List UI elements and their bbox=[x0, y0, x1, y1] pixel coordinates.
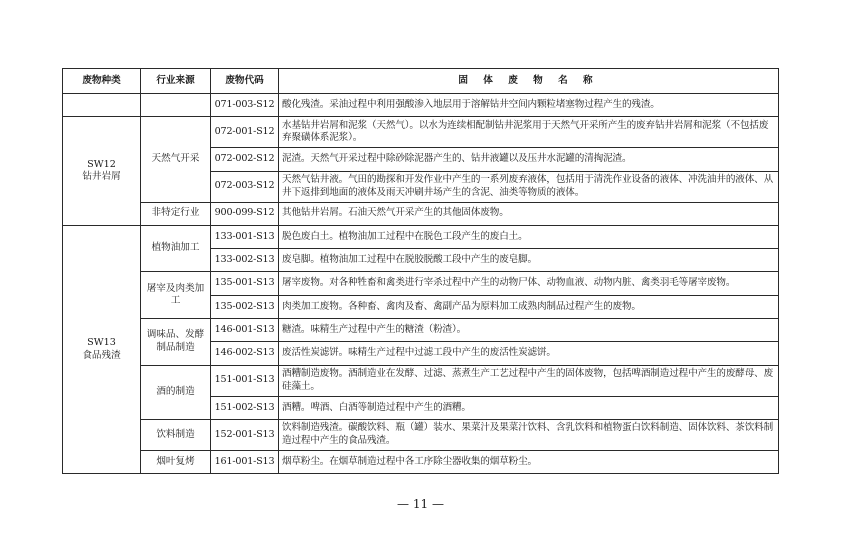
desc-cell: 废皂脚。植物油加工过程中在脱胶脱酸工段中产生的废皂脚。 bbox=[279, 249, 779, 272]
source-cell: 酒的制造 bbox=[141, 365, 211, 419]
code-cell: 133-002-S13 bbox=[211, 249, 279, 272]
code-cell: 146-001-S13 bbox=[211, 319, 279, 342]
code-cell: 072-003-S12 bbox=[211, 171, 279, 202]
table-row bbox=[63, 272, 779, 295]
desc-cell: 酸化残渣。采油过程中利用强酸渗入地层用于溶解钻井空间内颗粒堵塞物过程产生的残渣。 bbox=[279, 94, 779, 117]
code-cell: 151-002-S13 bbox=[211, 396, 279, 419]
table-row bbox=[63, 365, 779, 396]
source-cell: 烟叶复烤 bbox=[141, 450, 211, 473]
code-cell: 135-001-S13 bbox=[211, 272, 279, 295]
desc-cell: 酒糟。啤酒、白酒等制造过程中产生的酒糟。 bbox=[279, 396, 779, 419]
waste-table bbox=[62, 68, 779, 474]
desc-cell: 泥渣。天然气开采过程中除砂除泥器产生的、钻井液罐以及压井水泥罐的清掏泥渣。 bbox=[279, 148, 779, 171]
code-cell: 900-099-S12 bbox=[211, 202, 279, 225]
source-cell: 调味品、发酵制品制造 bbox=[141, 319, 211, 366]
code-cell: 072-001-S12 bbox=[211, 117, 279, 148]
table-row bbox=[63, 419, 779, 450]
source-cell: 屠宰及肉类加工 bbox=[141, 272, 211, 319]
code-cell: 152-001-S13 bbox=[211, 419, 279, 450]
code-cell: 071-003-S12 bbox=[211, 94, 279, 117]
code-cell: 161-001-S13 bbox=[211, 450, 279, 473]
desc-cell: 肉类加工废物。各种畜、禽肉及畜、禽副产品为原料加工成熟肉制品过程产生的废物。 bbox=[279, 295, 779, 318]
code-cell: 146-002-S13 bbox=[211, 342, 279, 365]
kind-name: 食品残渣 bbox=[82, 349, 121, 361]
source-cell-empty bbox=[141, 94, 211, 117]
kind-cell-sw13 bbox=[63, 225, 141, 473]
kind-code: SW13 bbox=[87, 336, 116, 348]
kind-name: 钻井岩屑 bbox=[82, 171, 121, 183]
table-row bbox=[63, 225, 779, 248]
kind-code: SW12 bbox=[87, 158, 116, 170]
header-source: 行业来源 bbox=[141, 69, 211, 94]
desc-cell: 酒糟制造废物。酒制造业在发酵、过滤、蒸煮生产工艺过程中产生的固体废物，包括啤酒制造过程中产生的废酵母、废硅藻土。 bbox=[279, 365, 779, 396]
code-cell: 133-001-S13 bbox=[211, 225, 279, 248]
header-kind: 废物种类 bbox=[63, 69, 141, 94]
desc-cell: 屠宰废物。对各种牲畜和禽类进行宰杀过程中产生的动物尸体、动物血液、动物内脏、禽类羽毛等屠宰废物。 bbox=[279, 272, 779, 295]
desc-cell: 其他钻井岩屑。石油天然气开采产生的其他固体废物。 bbox=[279, 202, 779, 225]
code-cell: 151-001-S13 bbox=[211, 365, 279, 396]
desc-cell: 饮料制造残渣。碳酸饮料、瓶（罐）装水、果菜汁及果菜汁饮料、含乳饮料和植物蛋白饮料制造、固体饮料、茶饮料制造过程中产生的食品残渣。 bbox=[279, 419, 779, 450]
desc-cell: 天然气钻井液。气田的勘探和开发作业中产生的一系列废弃液体，包括用于清洗作业设备的液体、冲洗油井的液体、从井下返排到地面的液体及雨天冲刷井场产生的含泥、油类等物质的液体。 bbox=[279, 171, 779, 202]
table-row bbox=[63, 319, 779, 342]
desc-cell: 糖渣。味精生产过程中产生的糖渣（粉渣）。 bbox=[279, 319, 779, 342]
header-name: 固 体 废 物 名 称 bbox=[279, 69, 779, 94]
source-cell: 天然气开采 bbox=[141, 117, 211, 202]
header-row bbox=[63, 69, 779, 94]
desc-cell: 脱色废白土。植物油加工过程中在脱色工段产生的废白土。 bbox=[279, 225, 779, 248]
desc-cell: 废活性炭滤饼。味精生产过程中过滤工段中产生的废活性炭滤饼。 bbox=[279, 342, 779, 365]
code-cell: 135-002-S13 bbox=[211, 295, 279, 318]
kind-cell-sw12 bbox=[63, 117, 141, 226]
table-row bbox=[63, 450, 779, 473]
table-row bbox=[63, 202, 779, 225]
desc-cell: 烟草粉尘。在烟草制造过程中各工序除尘器收集的烟草粉尘。 bbox=[279, 450, 779, 473]
table-row bbox=[63, 117, 779, 148]
page-number: — 11 — bbox=[397, 497, 444, 511]
code-cell: 072-002-S12 bbox=[211, 148, 279, 171]
source-cell: 饮料制造 bbox=[141, 419, 211, 450]
header-code: 废物代码 bbox=[211, 69, 279, 94]
desc-cell: 水基钻井岩屑和泥浆（天然气）。以水为连续相配制钻井泥浆用于天然气开采所产生的废弃钻井岩屑和泥浆（不包括废弃聚磺体系泥浆）。 bbox=[279, 117, 779, 148]
source-cell: 非特定行业 bbox=[141, 202, 211, 225]
table-row bbox=[63, 94, 779, 117]
source-cell: 植物油加工 bbox=[141, 225, 211, 272]
kind-cell-empty bbox=[63, 94, 141, 117]
